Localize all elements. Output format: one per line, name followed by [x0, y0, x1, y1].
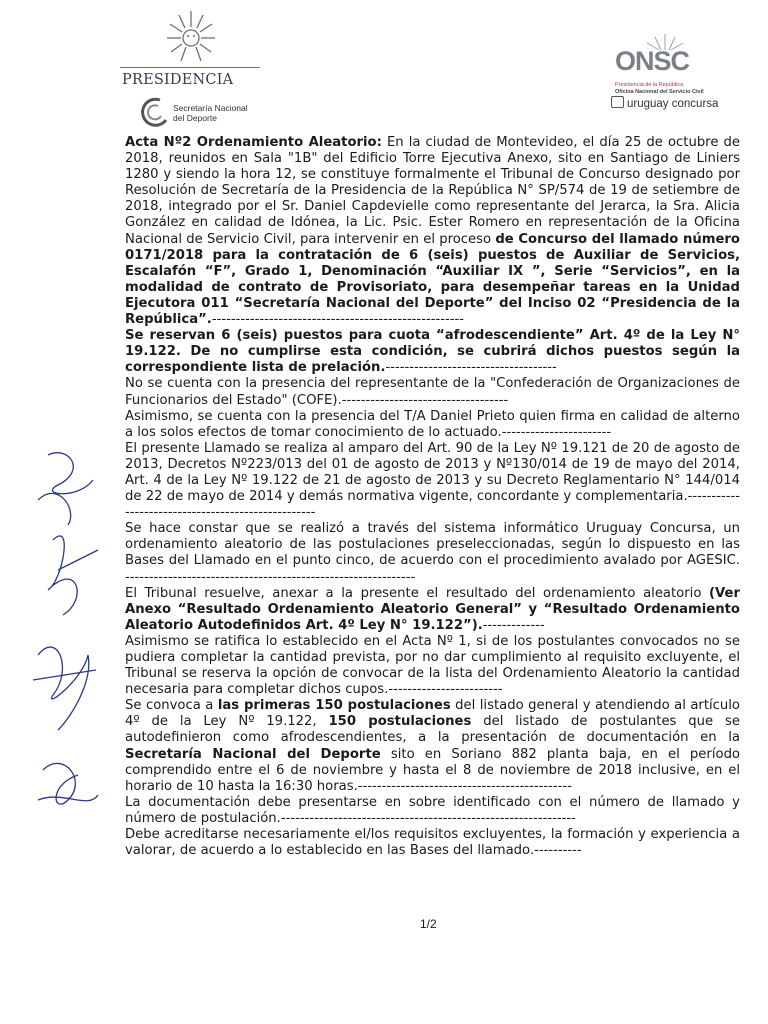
cuota-paragraph: Se reservan 6 (seis) puestos para cuota “afrodescendiente” Art. 4º de la Ley N° 19.122. De no cumplirse esta condición, se cubrirá dichos puestos según la correspondiente lista de prelación.------------------------------------: [125, 328, 740, 376]
divider: [120, 67, 260, 68]
onsc-subtitle: Presidencia de la República Oficina Nacional del Servicio Civil: [615, 82, 704, 95]
normativa-paragraph: El presente Llamado se realiza al amparo del Art. 90 de la Ley Nº 19.121 de 20 de agosto de 2013, Decretos Nº223/013 del 01 de agosto de 2013 y Nº130/014 de 19 de mayo del 2014, Art. 4 de la Ley Nº 19.122 de 21 de agosto de 2013 y su Decreto Reglamentario N° 144/014 de 22 de mayo de 2014 y demás normativa vigente, concordante y complementaria.---------------------------------------------------: [125, 440, 740, 521]
handwritten-signatures: [18, 440, 113, 840]
requisitos-paragraph: Debe acreditarse necesariamente el/los requisitos excluyentes, la formación y experiencia a valorar, de acuerdo a lo establecido en las Bases del llamado.----------: [125, 827, 740, 859]
presidencia-title: PRESIDENCIA: [122, 72, 234, 88]
onsc-logo: [585, 40, 745, 120]
secretaria-deporte-name: Secretaría Nacional del Deporte: [173, 103, 248, 123]
convocatoria-paragraph: Se convoca a las primeras 150 postulaciones del listado general y atendiendo al artículo 4º de la Ley Nº 19.122, 150 postulaciones del listado de postulantes que se autodefinieron como afrodescendientes, a la presentación de documentación en la Secretaría Nacional del Deporte sito en Soriano 882 planta baja, en el período comprendido entre el 6 de noviembre y hasta el 8 de noviembre de 2018 inclusive, en el horario de 10 hasta la 16:30 horas.---------------------------------------------: [125, 698, 741, 794]
anexo-paragraph: El Tribunal resuelve, anexar a la presente el resultado del ordenamiento aleatorio (Ver Anexo “Resultado Ordenamiento Aleatorio General” y “Resultado Ordenamiento Aleatorio Autodefinidos Art. 4º Ley N° 19.122”).-------------: [125, 585, 740, 633]
acta-intro-paragraph: Acta Nº2 Ordenamiento Aleatorio: En la ciudad de Montevideo, el día 25 de octubre de 2018, reunidos en Sala "1B" del Edificio Torre Ejecutiva Anexo, sito en Santiago de Liniers 1280 y siendo la hora 12, se constituye formalmente el Tribunal de Concurso designado por Resolución de Secretaría de la Presidencia de la República N° SP/574 de 19 de setiembre de 2018, integrado por el Sr. Daniel Capdevielle como representante del Jerarca, la Sra. Alicia González en calidad de Idónea, la Lic. Psic. Ester Romero en representación de la Oficina Nacional de Servicio Civil, para intervenir en el proceso de Concurso del llamado número 0171/2018 para la contratación de 6 (seis) puestos de Auxiliar de Servicios, Escalafón “F”, Grado 1, Denominación “Auxiliar IX ”, Serie “Servicios”, en la modalidad de contrato de Provisoriato, para desempeñar tareas en la Unidad Ejecutora 011 “Secretaría Nacional del Deporte” del Inciso 02 “Presidencia de la República”.-----------------------------------------------------: [125, 135, 740, 328]
uruguay-concursa-icon: [611, 96, 624, 108]
acta-body: [125, 135, 740, 859]
cofe-paragraph: No se cuenta con la presencia del representante de la "Confederación de Organizaciones de Funcionarios del Estado" (COFE).-----------------------------------: [125, 376, 740, 408]
page-number: 1/2: [420, 917, 437, 931]
sun-emblem-icon: [165, 8, 217, 64]
documentacion-paragraph: La documentación debe presentarse en sobre identificado con el número de llamado y número de postulación.--------------------------------------------------------------: [125, 794, 740, 826]
sistema-paragraph: Se hace constar que se realizó a través del sistema informático Uruguay Concursa, un ordenamiento aleatorio de las postulaciones preseleccionadas, según lo dispuesto en las Bases del Llamado en el punto cinco, de acuerdo con el procedimiento avalado por AGESIC. -------------------------------------------------------------: [125, 521, 740, 585]
uruguay-concursa-logo: uruguay concursa: [611, 96, 718, 110]
secretaria-deporte-logo-icon: [138, 96, 170, 130]
ratifica-paragraph: Asimismo se ratifica lo establecido en el Acta Nº 1, si de los postulantes convocados no se pudiera completar la cantidad prevista, por no dar cumplimiento al requisito excluyente, el Tribunal se reserva la opción de convocar de la lista del Ordenamiento Aleatorio la cantidad necesaria para completar dichos cupos.------------------------: [125, 633, 740, 698]
alterno-paragraph: Asimismo, se cuenta con la presencia del T/A Daniel Prieto quien firma en calidad de alterno a los solos efectos de tomar conocimiento de lo actuado.-----------------------: [125, 408, 740, 440]
onsc-wordmark: ONSC: [615, 46, 690, 76]
